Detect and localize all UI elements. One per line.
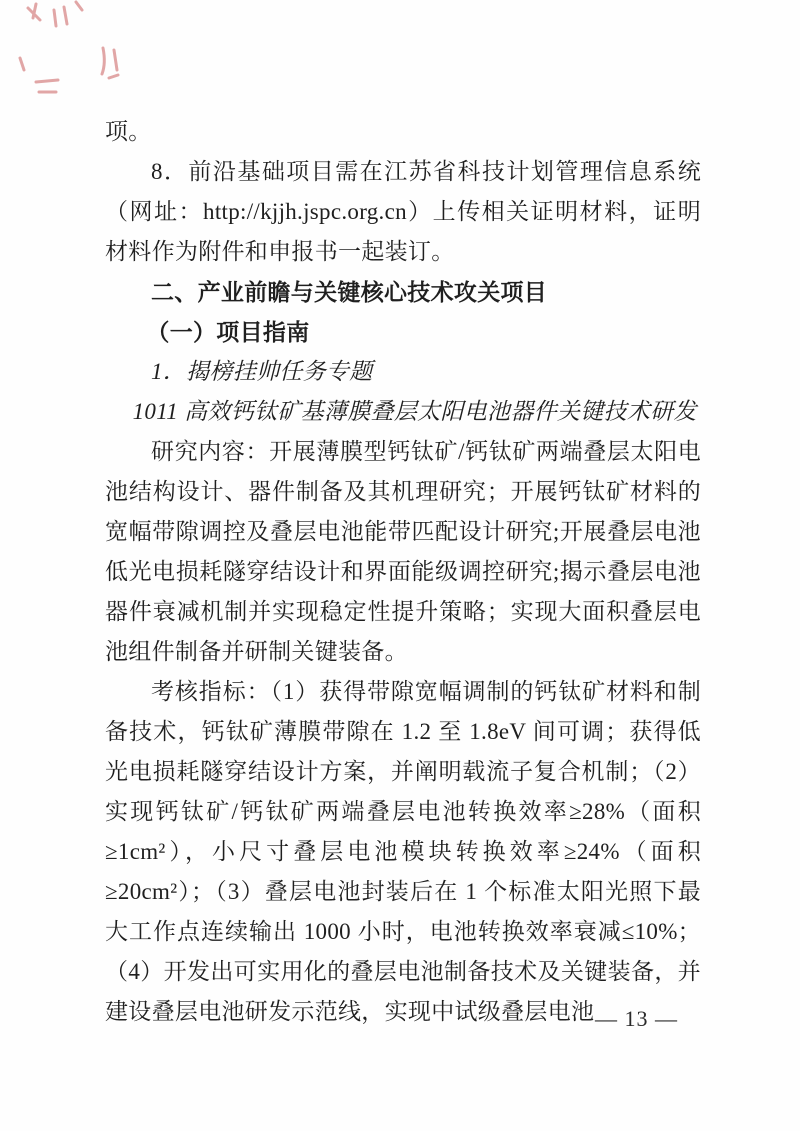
- paragraph-assessment-targets: 考核指标：（1）获得带隙宽幅调制的钙钛矿材料和制备技术，钙钛矿薄膜带隙在 1.2 至 1.8eV 间可调；获得低光电损耗隧穿结设计方案，并阐明载流子复合机制；（2）实现钙钛矿/钙钛矿两端叠层电池转换效率≥28%（面积≥1cm²），小尺寸叠层电池模块转换效率≥24%（面积≥20cm²）；（3）叠层电池封装后在 1 个标准太阳光照下最大工作点连续输出 1000 小时，电池转换效率衰减≤10%；（4）开发出可实用化的叠层电池制备技术及关键装备，并建设叠层电池研发示范线，实现中试级叠层电池: [105, 679, 701, 1024]
- project-title: 1011 高效钙钛矿基薄膜叠层太阳电池器件关键技术研发: [132, 399, 697, 424]
- page-number: — 13 —: [595, 1006, 678, 1031]
- subsection-heading: （一）项目指南: [146, 319, 310, 345]
- section-heading: 二、产业前瞻与关键核心技术攻关项目: [151, 279, 548, 305]
- document-body: [105, 112, 701, 1032]
- red-seal-strokes: [20, 2, 118, 92]
- topic-heading: 1．揭榜挂帅任务专题: [151, 359, 373, 384]
- paragraph-continuation-line: 项。: [105, 119, 152, 144]
- paragraph-research-content: 研究内容：开展薄膜型钙钛矿/钙钛矿两端叠层太阳电池结构设计、器件制备及其机理研究；开展钙钛矿材料的宽幅带隙调控及叠层电池能带匹配设计研究;开展叠层电池低光电损耗隧穿结设计和界面能级调控研究;揭示叠层电池器件衰减机制并实现稳定性提升策略；实现大面积叠层电池组件制备并研制关键装备。: [105, 439, 701, 664]
- page-footer: [595, 1003, 678, 1035]
- red-seal-marks-icon: [6, 0, 136, 110]
- paragraph-upload-instruction: 8．前沿基础项目需在江苏省科技计划管理信息系统（网址：http://kjjh.jspc.org.cn）上传相关证明材料，证明材料作为附件和申报书一起装订。: [105, 159, 701, 264]
